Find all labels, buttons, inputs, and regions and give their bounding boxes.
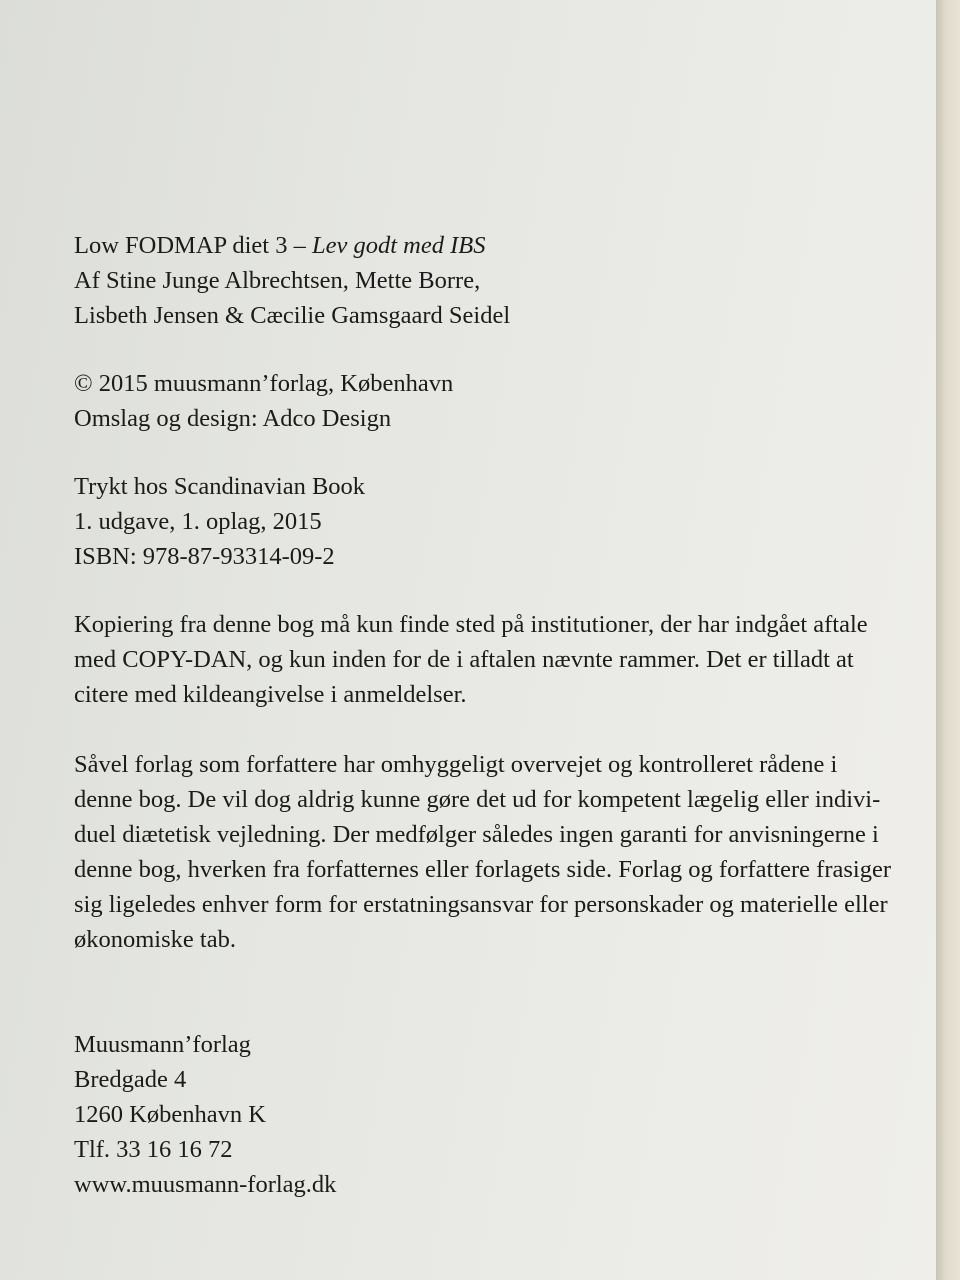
book-title-main: Low FODMAP diet 3 – [74,232,312,259]
paragraph-line: citere med kildeangivelse i anmeldelser. [74,681,467,708]
paragraph-line: duel diætetisk vejledning. Der medfølger således ingen garanti for anvisningerne i [74,821,879,848]
edition-line: 1. udgave, 1. oplag, 2015 [74,508,322,535]
authors-line-2: Lisbeth Jensen & Cæcilie Gamsgaard Seidel [74,302,511,329]
printer-line: Trykt hos Scandinavian Book [74,473,366,500]
title-block [74,228,934,333]
disclaimer-paragraph [74,747,920,957]
copying-paragraph [74,607,920,712]
publisher-name: Muusmann’forlag [74,1031,251,1058]
paragraph-line: sig ligeledes enhver form for erstatningsansvar for personskader og materielle eller [74,891,888,918]
paragraph-line: denne bog, hverken fra forfatternes eller forlagets side. Forlag og forfattere frasiger [74,856,891,883]
publisher-website: www.muusmann-forlag.dk [74,1171,337,1198]
publisher-phone: Tlf. 33 16 16 72 [74,1136,233,1163]
authors-line-1: Af Stine Junge Albrechtsen, Mette Borre, [74,267,481,294]
book-title-subtitle: Lev godt med IBS [311,232,486,259]
publisher-address [74,1027,934,1202]
publisher-street: Bredgade 4 [74,1066,187,1093]
paragraph-line: Kopiering fra denne bog må kun finde sted på institutioner, der har indgået aftale [74,611,868,638]
colophon-text [74,228,934,1202]
design-credit: Omslag og design: Adco Design [74,405,392,432]
copyright-block [74,366,934,436]
copyright-notice: © 2015 muusmann’forlag, København [74,370,454,397]
print-info-block [74,469,934,574]
publisher-city: 1260 København K [74,1101,266,1128]
paragraph-line: økonomiske tab. [74,926,236,953]
paragraph-line: Såvel forlag som forfattere har omhyggeligt overvejet og kontrolleret rådene i [74,751,838,778]
page-edge [936,0,960,1280]
paragraph-line: denne bog. De vil dog aldrig kunne gøre det ud for kompetent lægelig eller indivi- [74,786,881,813]
paragraph-line: med COPY-DAN, og kun inden for de i aftalen nævnte rammer. Det er tilladt at [74,646,854,673]
isbn-line: ISBN: 978-87-93314-09-2 [74,543,335,570]
book-title [74,228,934,263]
